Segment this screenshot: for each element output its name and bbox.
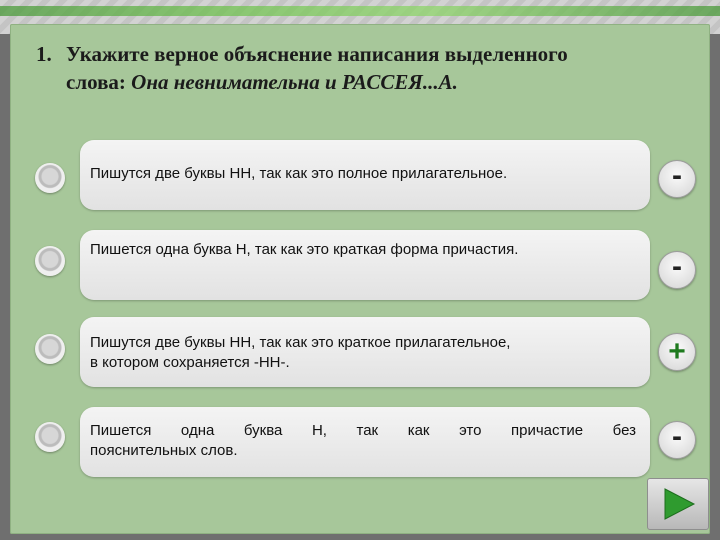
question-example-sentence: Она невнимательна и РАССЕЯ...А. <box>131 70 458 94</box>
answer-radio-3[interactable] <box>35 334 65 364</box>
plus-icon: + <box>668 335 686 368</box>
answer-text-1 <box>90 164 636 184</box>
answer-4-line-2: пояснительных слов. <box>90 442 238 459</box>
answer-1-line-1: Пишутся две буквы НН, так как это полное прилагательное. <box>90 165 508 182</box>
top-green-band <box>0 6 720 16</box>
answer-radio-4[interactable] <box>35 422 65 452</box>
answer-text-4 <box>90 421 636 461</box>
next-slide-button[interactable] <box>647 478 709 530</box>
answer-mark-2[interactable] <box>658 251 696 289</box>
answer-option-4[interactable] <box>80 407 650 477</box>
answer-text-3 <box>90 333 636 373</box>
answer-3-line-1: Пишутся две буквы НН, так как это краткое прилагательное, <box>90 334 511 351</box>
minus-icon: - <box>672 420 682 453</box>
answer-option-3[interactable] <box>80 317 650 387</box>
answer-text-2 <box>90 240 636 260</box>
answer-radio-2[interactable] <box>35 246 65 276</box>
question-line-2 <box>66 68 676 96</box>
answer-2-line-1: Пишется одна буква Н, так как это краткая форма причастия. <box>90 241 519 258</box>
answer-3-line-2: в котором сохраняется -НН-. <box>90 354 290 371</box>
question-line-1: Укажите верное объяснение написания выделенного <box>66 42 568 66</box>
minus-icon: - <box>672 159 682 192</box>
answer-mark-4[interactable] <box>658 421 696 459</box>
answer-mark-3[interactable] <box>658 333 696 371</box>
answer-option-1[interactable] <box>80 140 650 210</box>
answer-4-line-1: Пишется одна буква Н, так как это причастие без <box>90 422 636 439</box>
answer-mark-1[interactable] <box>658 160 696 198</box>
question-text <box>66 40 676 96</box>
answer-radio-1[interactable] <box>35 163 65 193</box>
answer-option-2[interactable] <box>80 230 650 300</box>
question-number: 1. <box>36 42 52 66</box>
minus-icon: - <box>672 250 682 283</box>
question-line-2-prefix: слова: <box>66 70 132 94</box>
play-arrow-icon <box>648 479 708 529</box>
